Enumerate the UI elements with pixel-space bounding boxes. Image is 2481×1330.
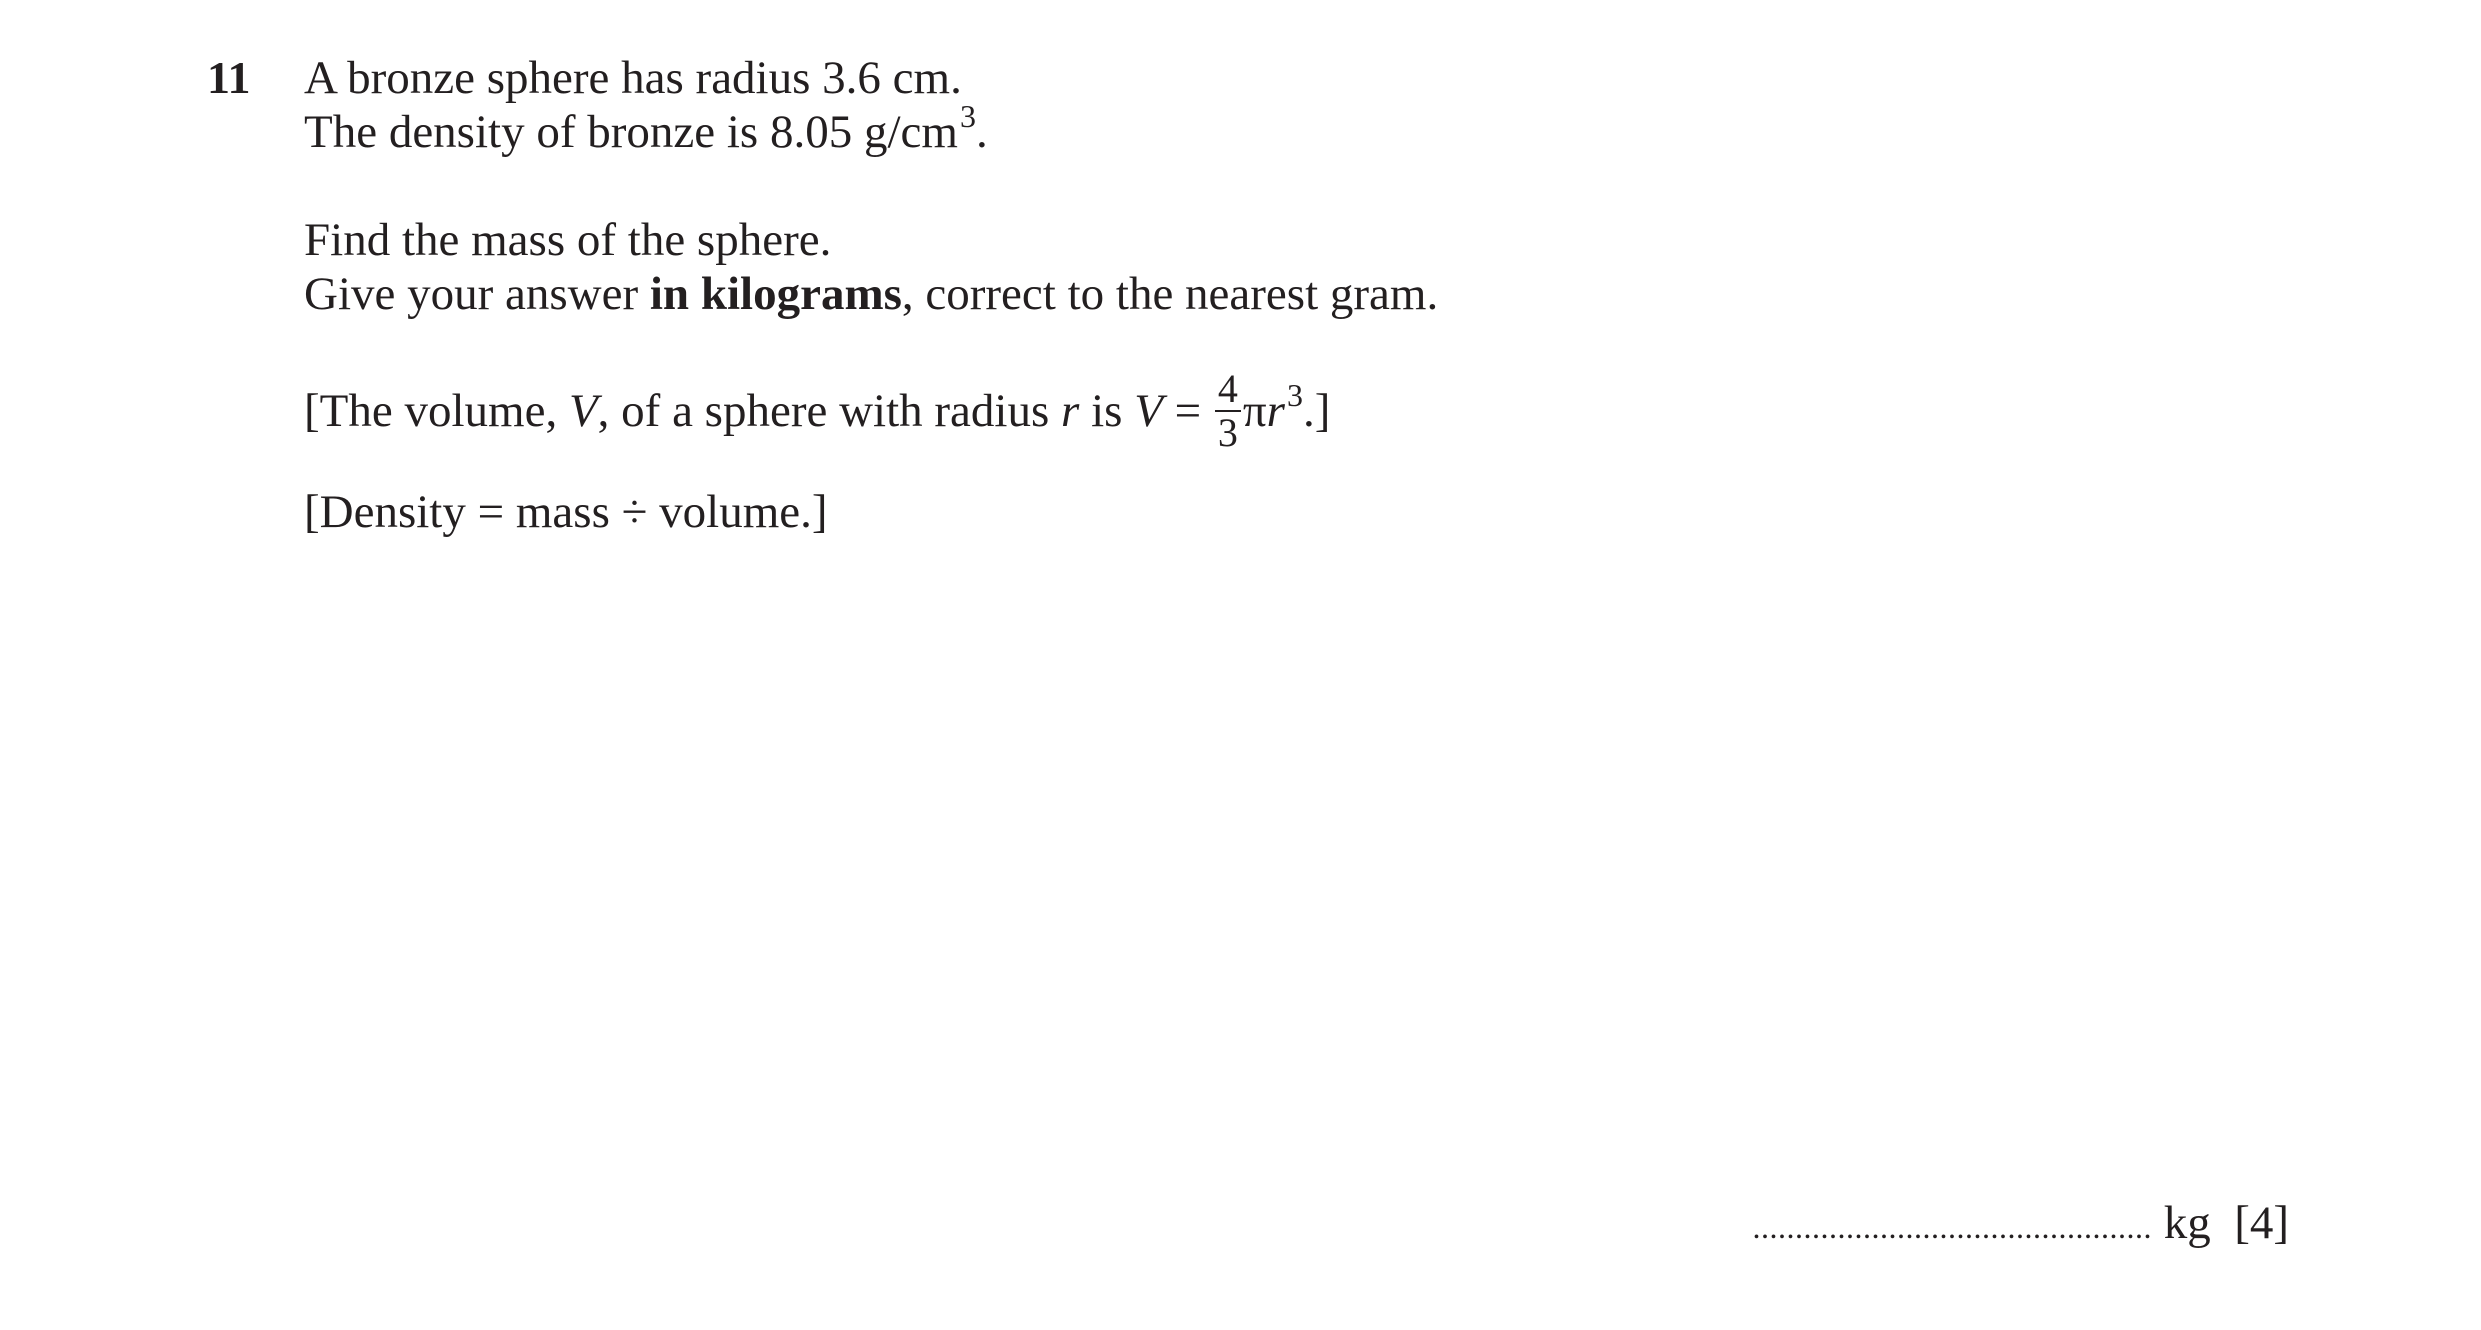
question-number: 11 (207, 52, 251, 103)
fraction-numerator: 4 (1215, 368, 1241, 412)
instruction-pre: Give your answer (304, 268, 650, 320)
formula-pre: [The volume, (304, 384, 569, 437)
volume-formula-hint (304, 366, 1331, 458)
formula-exponent: 3 (1286, 376, 1303, 413)
formula-var-v: V (568, 384, 598, 437)
instruction-post: , correct to the nearest gram. (901, 268, 1439, 320)
density-period: . (975, 106, 988, 158)
formula-var-r2: r (1266, 384, 1285, 437)
answer-dots[interactable]: ............................................... (1752, 1209, 2152, 1245)
density-exponent: 3 (959, 98, 976, 134)
formula-pi: π (1242, 384, 1267, 437)
fraction-denominator: 3 (1217, 410, 1238, 455)
formula-var-r: r (1061, 384, 1080, 437)
question-line-task: Find the mass of the sphere. (304, 214, 832, 266)
question-line-density (304, 98, 988, 166)
formula-is: is (1079, 384, 1135, 437)
answer-unit: kg (2163, 1197, 2211, 1249)
question-line-instruction (304, 264, 1438, 324)
formula-mid: , of a sphere with radius (597, 384, 1062, 437)
formula-var-v2: V (1134, 384, 1163, 437)
instruction-bold: in kilograms (649, 268, 902, 320)
density-text: The density of bronze is 8.05 g/cm (304, 106, 958, 158)
density-formula-hint: [Density = mass ÷ volume.] (304, 486, 828, 538)
question-line-radius: A bronze sphere has radius 3.6 cm. (304, 52, 962, 104)
answer-line[interactable] (1752, 1193, 2289, 1257)
marks-label: [4] (2234, 1197, 2289, 1249)
formula-equals: = (1162, 384, 1213, 437)
formula-end: .] (1302, 384, 1331, 437)
formula-fraction (1215, 368, 1241, 454)
